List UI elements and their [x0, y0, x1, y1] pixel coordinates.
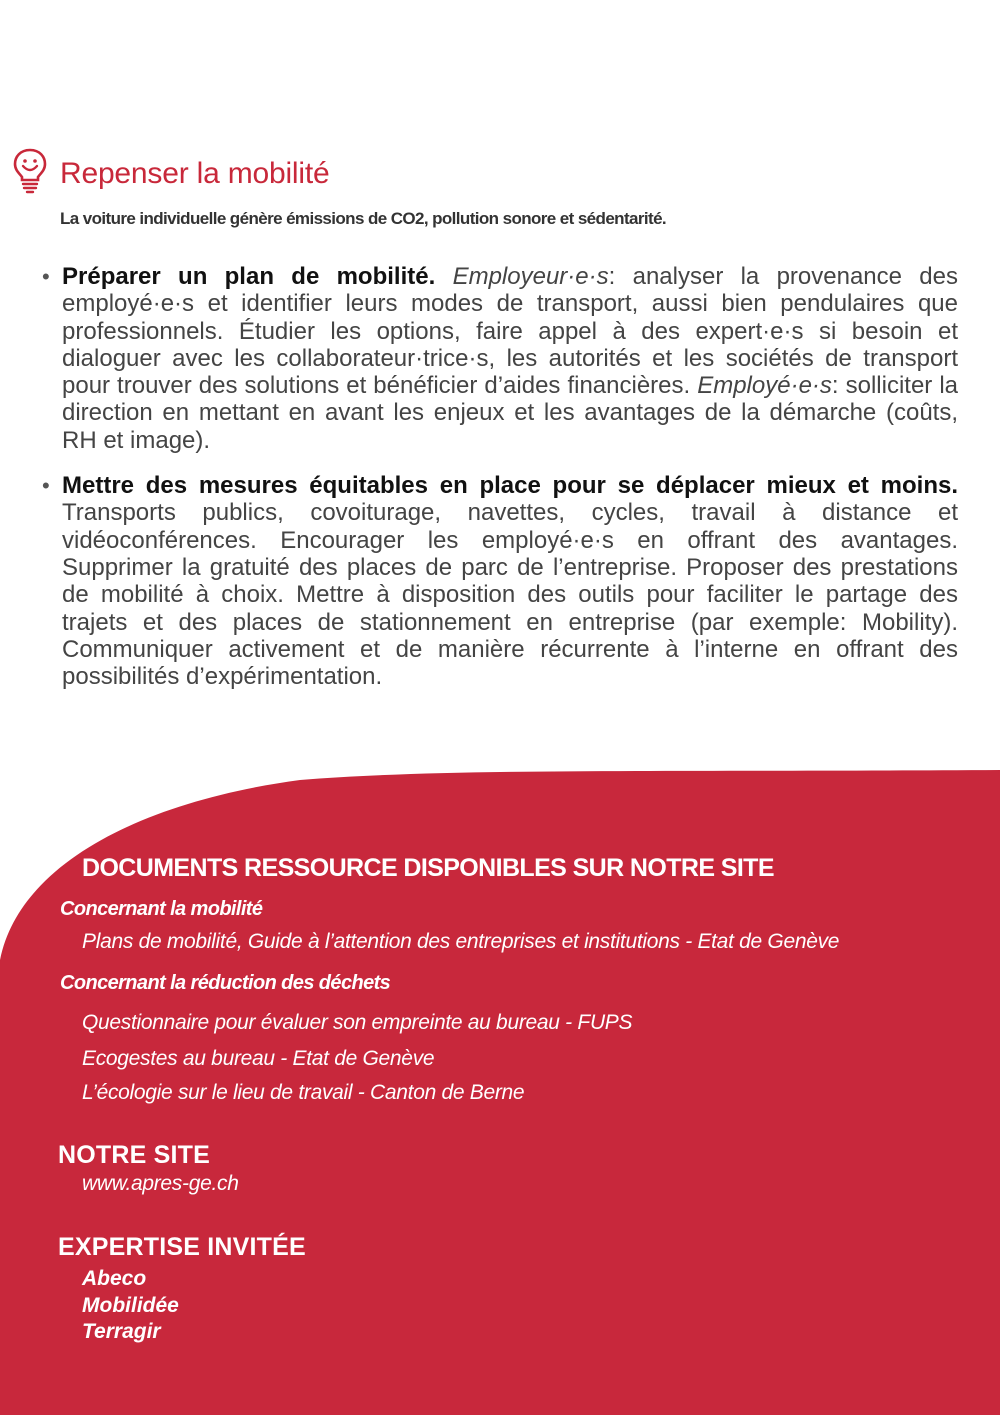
bullet-lead: Préparer un plan de mobilité.: [62, 263, 436, 290]
site-heading: NOTRE SITE: [58, 1141, 211, 1169]
resource-link[interactable]: Questionnaire pour évaluer son empreinte au bureau - FUPS: [82, 1011, 633, 1034]
expertise-heading: EXPERTISE INVITÉE: [58, 1233, 306, 1261]
expertise-item: Abeco: [82, 1267, 147, 1290]
bullet-mobility-plan: [42, 263, 958, 454]
employee-label: Employé·e·s: [697, 372, 832, 400]
resources-heading: DOCUMENTS RESSOURCE DISPONIBLES SUR NOTRE SITE: [82, 854, 774, 882]
employer-text: : analyser la provenance des employé·e·s et identifier leurs modes de transport, aussi bien pendulaires que professionnels. Étudier les options, faire appel à des expert·e·s si besoin et dialoguer avec les collaborateur·trice·s, les autorités et les sociétés de transport pour trouver des solutions et bénéficier d’aides financières.: [62, 263, 959, 400]
site-url-link[interactable]: www.apres-ge.ch: [82, 1172, 239, 1195]
employee-text: : solliciter la direction en mettant en avant les enjeux et les avantages de la démarche (coûts, RH et image).: [62, 372, 958, 454]
resource-link[interactable]: Ecogestes au bureau - Etat de Genève: [82, 1047, 435, 1070]
page-subtitle: La voiture individuelle génère émissions de CO2, pollution sonore et sédentarité.: [60, 209, 667, 228]
mobility-heading: Concernant la mobilité: [60, 898, 263, 920]
bullet-text: Transports publics, covoiturage, navettes, cycles, travail à distance et vidéoconférences. Encourager les employé·e·s en offrant des avantages. Supprimer la gratuité des places de parc de l’entreprise. Proposer des prestations de mobilité à choix. Mettre à disposition des outils pour faciliter le partage des trajets et des places de stationnement en entreprise (par exemple: Mobility). Communiquer activement et de manière récurrente à l’interne en offrant des possibilités d’expérimentation.: [62, 499, 958, 691]
bullet-dot: •: [42, 473, 50, 499]
page-title: Repenser la mobilité: [60, 157, 330, 190]
lightbulb-smile-icon: [12, 147, 48, 195]
employer-label: Employeur·e·s: [452, 263, 609, 290]
expertise-item: Terragir: [82, 1320, 161, 1343]
waste-heading: Concernant la réduction des déchets: [60, 972, 391, 994]
bullet-lead: Mettre des mesures équitables en place pour se déplacer mieux et moins.: [62, 472, 958, 500]
expertise-item: Mobilidée: [82, 1294, 179, 1317]
resource-link[interactable]: L’écologie sur le lieu de travail - Canton de Berne: [82, 1081, 525, 1104]
bullet-list: [42, 263, 958, 690]
bullet-dot: •: [42, 264, 50, 289]
bullet-fair-measures: [42, 472, 958, 690]
resource-link[interactable]: Plans de mobilité, Guide à l’attention des entreprises et institutions - Etat de Genève: [82, 930, 840, 953]
